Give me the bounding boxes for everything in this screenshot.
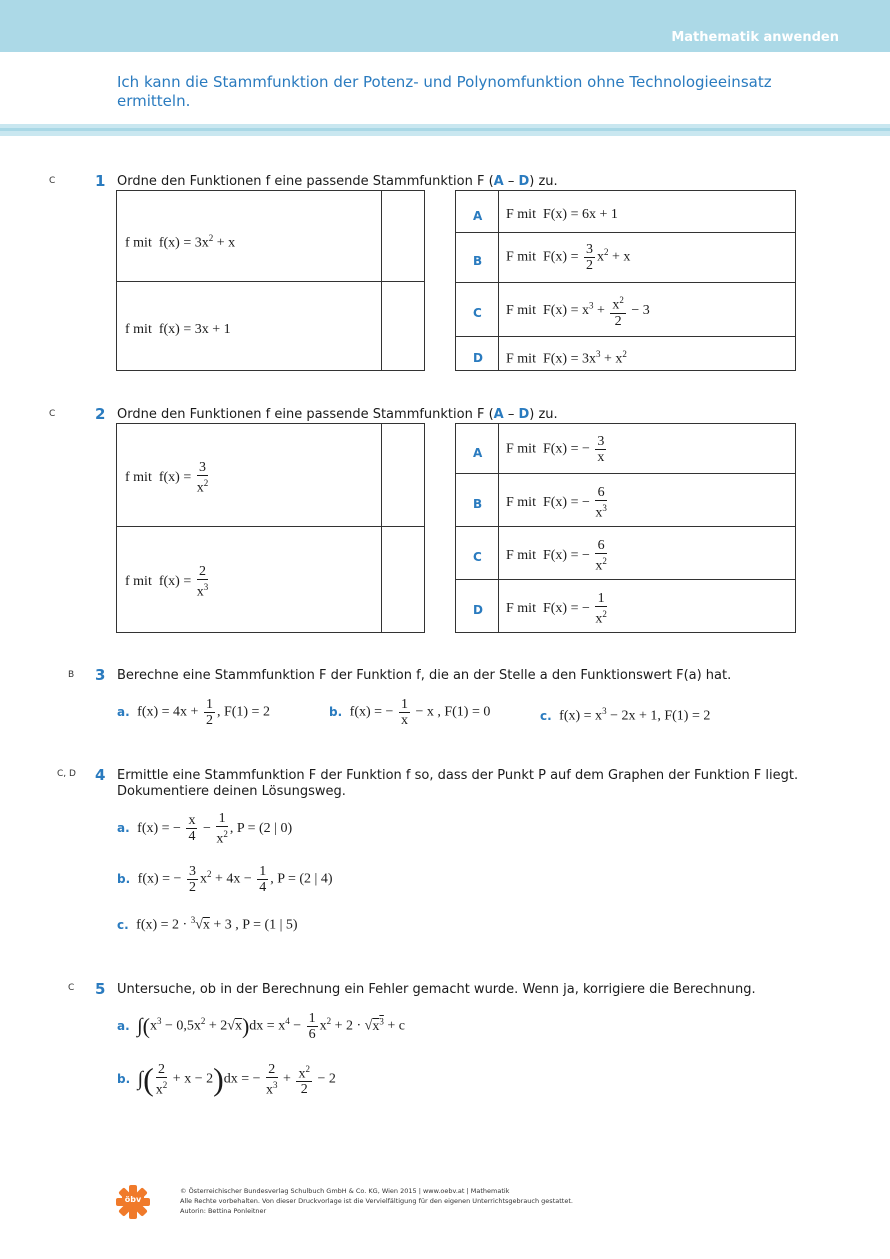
task4-c-label: c.	[117, 917, 129, 932]
task4-number: 4	[95, 766, 106, 784]
task2-level: C	[49, 409, 56, 419]
task5-b: b. ∫( $\frac{2}{x^2}$ + x − 2)dx = − $\frac{2}{x^3}$ + $\frac{x^2}{2}$ − 2	[117, 1061, 336, 1098]
footer-line-2: Alle Rechte vorbehalten. Von dieser Druckvorlage ist die Vervielfältigung für den eigenen Unterrichtsgebrauch gestattet.	[180, 1197, 573, 1205]
task1-letter-b: B	[473, 254, 483, 268]
task1-text-dash: –	[503, 174, 519, 189]
task1-letter-a: A	[473, 209, 483, 223]
footer-line-3: Autorin: Bettina Ponleitner	[180, 1207, 267, 1215]
task1-text	[117, 174, 558, 189]
task1-option-a: F mit F(x) = 6x + 1	[506, 207, 618, 222]
task1-letter-c: C	[473, 306, 482, 320]
task2-text-a: A	[493, 407, 504, 422]
task1-text-d: D	[518, 174, 530, 189]
task2-letter-c: C	[473, 550, 482, 564]
oebv-logo-text: öbv	[122, 1195, 144, 1204]
task4-a: a. f(x) = − $\frac{x}{4}$ − $\frac{1}{x^2}$ , P = (2 | 0)	[117, 811, 293, 847]
task3-text: Berechne eine Stammfunktion F der Funktion f, die an der Stelle a den Funktionswert F(a) hat.	[117, 668, 732, 683]
task1-option-b: F mit F(x) = $\frac{3}{2}$ $x^2 + x$	[506, 242, 631, 273]
task1-option-d: F mit $F(x) = 3x^3 + x^2$	[506, 349, 627, 367]
task2-left-table	[116, 423, 425, 633]
task1-text-pre: Ordne den Funktionen f eine passende Stammfunktion F (	[117, 174, 494, 189]
task3-number: 3	[95, 666, 106, 684]
task4-c: c. f(x) = 2 · $^3$√x + 3 , P = (1 | 5)	[117, 915, 298, 933]
task4-level: C, D	[57, 769, 76, 779]
task3-a-label: a.	[117, 704, 130, 719]
task1-left-table	[116, 190, 425, 371]
task2-number: 2	[95, 405, 106, 423]
task1-level: C	[49, 176, 56, 186]
task1-letter-d: D	[473, 351, 483, 365]
oebv-logo	[115, 1185, 151, 1219]
task2-text-pre: Ordne den Funktionen f eine passende Stammfunktion F (	[117, 407, 494, 422]
task2-letter-d: D	[473, 603, 483, 617]
task1-right-table	[455, 190, 796, 371]
task4-b: b. f(x) = − $\frac{3}{2}$ $x^2 + 4x$ − $\frac{1}{4}$ , P = (2 | 4)	[117, 864, 333, 895]
task2-text-d: D	[518, 407, 530, 422]
task1-text-post: ) zu.	[529, 174, 558, 189]
task5-text: Untersuche, ob in der Berechnung ein Fehler gemacht wurde. Wenn ja, korrigiere die Berechnung.	[117, 982, 756, 997]
task2-letter-b: B	[473, 497, 483, 511]
task2-f2: f mit f(x) = $\frac{2}{x^3}$	[125, 564, 209, 600]
task2-text	[117, 407, 558, 422]
task1-number: 1	[95, 172, 106, 190]
intro-line-1: Ich kann die Stammfunktion der Potenz- und Polynomfunktion ohne Technologieeinsatz	[117, 73, 772, 91]
task3-c: c. $f(x) = x^3 - 2x + 1$, F(1) = 2	[540, 706, 711, 724]
task3-a: a. f(x) = 4x + $\frac{1}{2}$ , F(1) = 2	[117, 697, 270, 728]
task5-level: C	[68, 983, 75, 993]
task2-text-dash: –	[503, 407, 519, 422]
task4-text-2: Dokumentiere deinen Lösungsweg.	[117, 784, 346, 799]
task2-right-table	[455, 423, 796, 633]
task2-f1: f mit f(x) = $\frac{3}{x^2}$	[125, 460, 209, 496]
task3-c-label: c.	[540, 708, 552, 723]
task1-text-a: A	[493, 174, 504, 189]
task3-b: b. f(x) = − $\frac{1}{x}$ − x , F(1) = 0	[329, 697, 491, 728]
task2-text-post: ) zu.	[529, 407, 558, 422]
footer-line-1: © Österreichischer Bundesverlag Schulbuch GmbH & Co. KG, Wien 2015 | www.oebv.at | Mathematik	[180, 1187, 510, 1195]
task2-option-c: F mit F(x) = − $\frac{6}{x^2}$	[506, 538, 607, 574]
task4-a-label: a.	[117, 821, 130, 836]
task2-option-a: F mit F(x) = − $\frac{3}{x}$	[506, 434, 605, 465]
task5-a: a. $\int(x^3 - 0,5x^2 + 2√x)dx = x^4$ − $\frac{1}{6}$ $x^2 + 2 \cdot √x^3 + c$	[117, 1011, 405, 1042]
task4-text-1: Ermittle eine Stammfunktion F der Funktion f so, dass der Punkt P auf dem Graphen der Funktion F liegt.	[117, 768, 799, 783]
task2-letter-a: A	[473, 446, 483, 460]
task2-option-d: F mit F(x) = − $\frac{1}{x^2}$	[506, 591, 607, 627]
task5-a-label: a.	[117, 1018, 130, 1033]
task5-number: 5	[95, 980, 106, 998]
task1-option-c: F mit $F(x) = x^3$ + $\frac{x^2}{2}$ − 3	[506, 295, 650, 329]
intro-divider-stripe	[0, 128, 890, 131]
header-label: Mathematik anwenden	[671, 30, 839, 45]
task3-level: B	[68, 670, 75, 680]
task2-option-b: F mit F(x) = − $\frac{6}{x^3}$	[506, 485, 607, 521]
task4-b-label: b.	[117, 871, 131, 886]
task1-f1: f mit $f(x) = 3x^2 + x$	[125, 233, 236, 251]
intro-line-2: ermitteln.	[117, 92, 191, 110]
task3-b-label: b.	[329, 704, 343, 719]
task5-b-label: b.	[117, 1071, 131, 1086]
task1-f2: f mit f(x) = 3x + 1	[125, 322, 231, 337]
